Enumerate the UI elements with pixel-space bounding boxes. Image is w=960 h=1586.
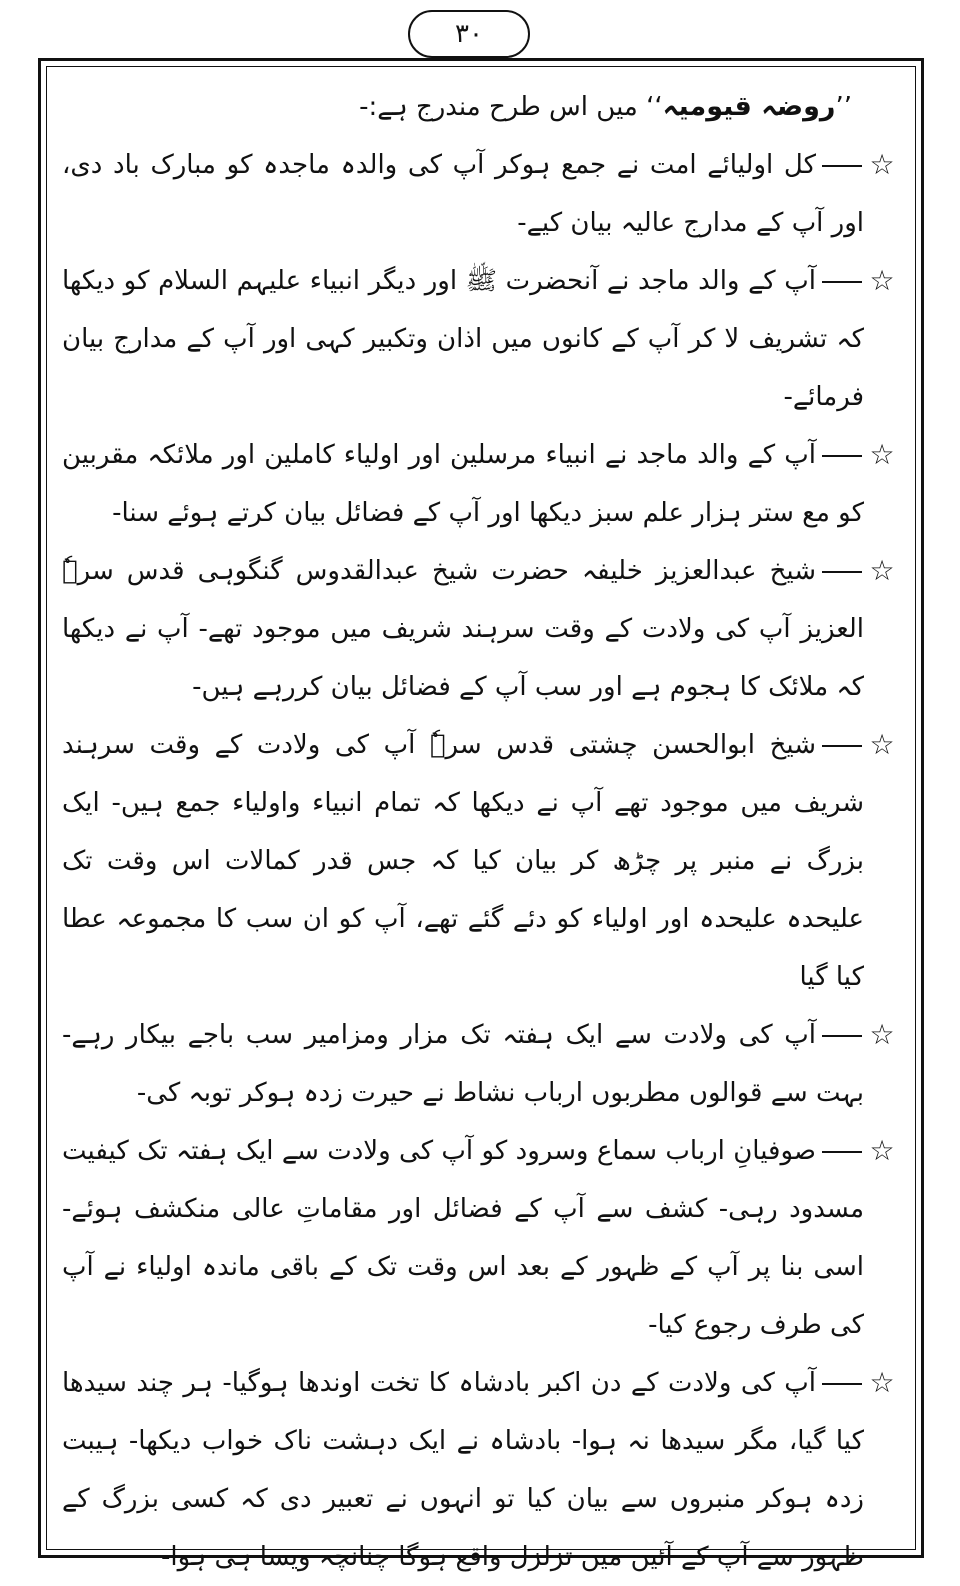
list-item [62, 252, 900, 426]
list-item [62, 542, 900, 716]
item-text: کل اولیائے امت نے جمع ہوکر آپ کی والدہ ماجدہ کو مبارک باد دی، اور آپ کے مدارج عالیہ بیان کیے- [62, 150, 864, 238]
page-number: ۳۰ [408, 10, 530, 58]
page-content [62, 78, 900, 1586]
dash-divider [822, 1035, 862, 1037]
star-bullet-icon: ☆ [869, 438, 895, 471]
star-bullet-icon: ☆ [869, 1366, 895, 1399]
dash-divider [822, 165, 862, 167]
list-item [62, 1006, 900, 1122]
star-bullet-icon: ☆ [869, 1018, 895, 1051]
item-text: شیخ ابوالحسن چشتی قدس سرہٗ آپ کی ولادت کے وقت سرہند شریف میں موجود تھے آپ نے دیکھا کہ تمام انبیاء واولیاء جمع ہیں- ایک بزرگ نے منبر پر چڑھ کر بیان کیا کہ جس قدر کمالات اس وقت تک علیحدہ علیحدہ اور اولیاء کو دئے گئے تھے، آپ کو ان سب کا مجموعہ عطا کیا گیا [62, 730, 864, 992]
item-text: شیخ عبدالعزیز خلیفہ حضرت شیخ عبدالقدوس گنگوہی قدس سرہٗ العزیز آپ کی ولادت کے وقت سرہند شریف میں موجود تھے- آپ نے دیکھا کہ ملائک کا ہجوم ہے اور سب آپ کے فضائل بیان کررہے ہیں- [62, 556, 864, 702]
dash-divider [822, 1151, 862, 1153]
intro-paragraph [62, 78, 900, 136]
star-bullet-icon: ☆ [869, 728, 895, 761]
star-bullet-icon: ☆ [869, 264, 895, 297]
star-bullet-icon: ☆ [869, 554, 895, 587]
dash-divider [822, 1383, 862, 1385]
list-item [62, 716, 900, 1006]
star-bullet-icon: ☆ [869, 1134, 895, 1167]
dash-divider [822, 571, 862, 573]
dash-divider [822, 745, 862, 747]
intro-quote-close: ‘‘ [646, 92, 663, 122]
star-bullet-icon: ☆ [869, 148, 895, 181]
item-text: آپ کے والد ماجد نے انبیاء مرسلین اور اولیاء کاملین اور ملائکہ مقربین کو مع ستر ہزار علم سبز دیکھا اور آپ کے فضائل بیان کرتے ہوئے سنا- [62, 440, 864, 528]
dash-divider [822, 455, 862, 457]
dash-divider [822, 281, 862, 283]
list-item [62, 426, 900, 542]
intro-text: میں اس طرح مندرج ہے:- [359, 92, 638, 122]
intro-quote-open: ’’ [835, 92, 852, 122]
item-text: آپ کی ولادت سے ایک ہفتہ تک مزار ومزامیر سب باجے بیکار رہے- بہت سے قوالوں مطربوں ارباب نشاط نے حیرت زدہ ہوکر توبہ کی- [62, 1020, 864, 1108]
item-text: آپ کے والد ماجد نے آنحضرت ﷺ اور دیگر انبیاء علیہم السلام کو دیکھا کہ تشریف لا کر آپ کے کانوں میں اذان وتکبیر کہی اور آپ کے مدارج بیان فرمائے- [62, 266, 864, 412]
book-title: روضہ قیومیہ [662, 91, 836, 122]
list-item [62, 136, 900, 252]
list-item [62, 1122, 900, 1354]
item-text: صوفیانِ ارباب سماع وسرود کو آپ کی ولادت سے ایک ہفتہ تک کیفیت مسدود رہی- کشف سے آپ کے فضائل اور مقاماتِ عالی منکشف ہوئے- اسی بنا پر آپ کے ظہور کے بعد اس وقت تک کے باقی ماندہ اولیاء نے آپ کی طرف رجوع کیا- [62, 1136, 864, 1340]
list-item [62, 1354, 900, 1586]
item-text: آپ کی ولادت کے دن اکبر بادشاہ کا تخت اوندھا ہوگیا- ہر چند سیدھا کیا گیا، مگر سیدھا نہ ہوا- بادشاہ نے ایک دہشت ناک خواب دیکھا- ہیبت زدہ ہوکر منبروں سے بیان کیا تو انہوں نے تعبیر دی کہ کسی بزرگ کے ظہور سے آپ کے آئین میں تزلزل واقع ہوگا چنانچہ ویسا ہی ہوا- [62, 1368, 864, 1572]
